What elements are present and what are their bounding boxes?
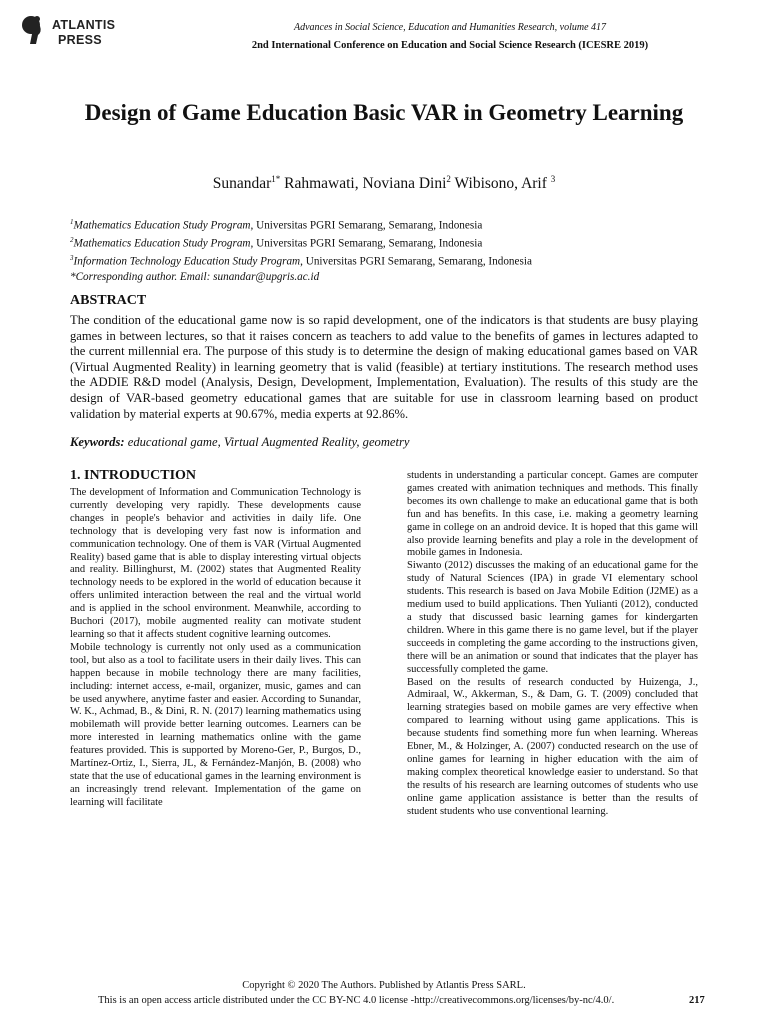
author-name: Wibisono, Arif	[450, 175, 551, 193]
paper-title: Design of Game Education Basic VAR in Geometry Learning	[84, 100, 684, 125]
paragraph: Based on the results of research conducted by Huizenga, J., Admiraal, W., Akkerman, S., & Dam, G. T. (2009) concluded that learning strategies based on mobile games are very effective when compared to learning without using game applications. This is because students find something more fun when learning. Whereas Ebner, M., & Holzinger, A. (2007) conducted research on the use of online games for learning in higher education with the aim of making complex theoretical knowledge easier to understand. So that the results of his research are learning outcomes of students who use online game application assistance is better than the results of student students who use conventional learning.	[407, 676, 698, 817]
abstract-heading: ABSTRACT	[70, 293, 147, 308]
affiliation-line: $^3$Information Technology Education Study Program, Universitas PGRI Semarang, Semarang, Indonesia	[70, 254, 532, 269]
author-list	[70, 174, 698, 193]
logo-text-atlantis: ATLANTIS	[52, 18, 116, 32]
publisher-logo	[18, 14, 128, 50]
conference-name: 2nd International Conference on Education and Social Science Research (ICESRE 2019)	[251, 40, 649, 51]
author-affil-mark: 2	[446, 174, 451, 184]
keywords-label: Keywords:	[70, 435, 125, 449]
author-name: Sunandar	[212, 175, 272, 193]
copyright-notice: Copyright © 2020 The Authors. Published by Atlantis Press SARL.	[242, 980, 526, 991]
right-column	[407, 470, 698, 818]
author-affil-mark: 3	[550, 174, 556, 184]
paragraph: Mobile technology is currently not only used as a communication tool, but also as a tool to facilitate users in their daily lives. This can happen because in mobile technology there are many facilities, including: internet access, e-mail, organizer, music, games and can be used anywhere, anytime faster and easier. According to Sunandar, W. K., Achmad, B., & Dini, R. N. (2017) learning mathematics using mobilemath will provide better learning outcomes. Learners can be more interested in learning mathematics online with the game features provided. This is supported by Moreno-Ger, P., Burgos, D., Martínez-Ortiz, I., Sierra, JL, & Fernández-Manjón, B. (2008) who state that the use of educational games in the learning environment is an increasingly trend relevant. Implementation of the game on learning will facilitate	[70, 641, 361, 808]
paragraph: students in understanding a particular concept. Games are computer games created with animation techniques and methods. This finally becomes its own challenge to make an educational game that is both fun and has benefits. In this case, i.e. making a geometry learning game in college on an android device. It is hoped that this game will also provide learning benefits and play a role in the development of mobile games in Indonesia.	[407, 470, 698, 559]
keywords-list: educational game, Virtual Augmented Reality, geometry	[124, 435, 410, 449]
left-column	[70, 487, 361, 810]
atlas-figure-icon	[18, 14, 50, 48]
paragraph: Siwanto (2012) discusses the making of an educational game for the study of Natural Sciences (IPA) in grade VI elementary school students. This research is based on Java Mobile Edition (J2ME) as a medium used to build applications. Then Yulianti (2012), conducted a study that discussed basic learning games for kindergarten children. Where in this game there is no game level, but if the player succeeds in completing the game according to the instructions given, there will be an animation or sound that indicates that the player has successfully completed the game.	[407, 560, 698, 675]
affiliations	[70, 215, 710, 284]
abstract-body: The condition of the educational game now is so rapid development, one of the indicators is that students are busy playing games in between lectures, so that it raises concern as teachers to add value to the benefits of games in lectures adapted to the current millennial era. The purpose of this study is to determine the design of making educational games based on VAR (Virtual Augmented Reality) in learning geometry that is valid (feasible) at tertiary institutions. The research method uses the ADDIE R&D model (Analysis, Design, Development, Implementation, Evaluation). The results of this study are the design of VAR-based geometry educational games that are suitable for use in classroom learning based on product validation by material experts at 90.67%, media experts at 92.86%.	[70, 313, 698, 421]
corresponding-author: *Corresponding author. Email: sunandar@upgris.ac.id	[70, 270, 320, 283]
section-heading-introduction: 1. INTRODUCTION	[70, 468, 197, 483]
page-number: 217	[689, 995, 705, 1006]
paragraph: The development of Information and Communication Technology is currently developing very rapidly. These developments cause changes in people's behavior and activities in daily life. One technology that is developing very fast now is information and communication technology. One of them is VAR (Virtual Augmented Reality) based game that is able to display interesting virtual objects and reality. Billinghurst, M. (2002) states that Augmented Reality technology needs to be explored in the world of education because it offers unlimited interaction between the real and the virtual world and is applied in the school environment. Meanwhile, according to Buchori (2017), mobile augmented reality can motivate student learning so that it affects student cognitive learning outcomes.	[70, 487, 361, 640]
journal-name: Advances in Social Science, Education and Humanities Research, volume 417	[293, 22, 607, 33]
author-name: Rahmawati, Noviana Dini	[280, 175, 447, 193]
logo-text-press: PRESS	[58, 33, 102, 47]
affiliation-line: $^2$Mathematics Education Study Program, Universitas PGRI Semarang, Semarang, Indonesia	[70, 236, 483, 250]
author-affil-mark: 1*	[271, 174, 281, 184]
keywords	[70, 435, 698, 450]
affiliation-line: $^1$Mathematics Education Study Program, Universitas PGRI Semarang, Semarang, Indonesia	[70, 218, 483, 232]
license-notice: This is an open access article distributed under the CC BY-NC 4.0 license -http://creativecommons.org/licenses/by-nc/4.0/.	[98, 995, 615, 1006]
